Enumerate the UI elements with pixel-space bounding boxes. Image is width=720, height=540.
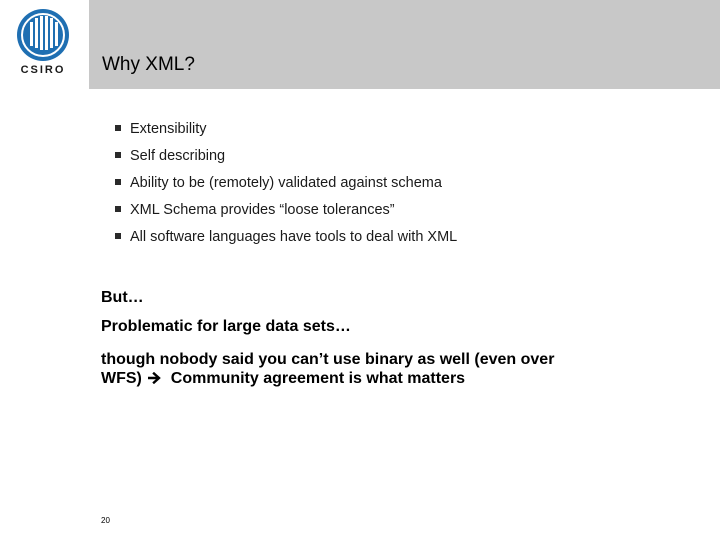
bullet-text: Extensibility [130,121,207,137]
bullet-item [113,171,457,198]
slide-title: Why XML? [102,54,195,75]
binary-line-2-start: WFS) [101,370,142,387]
page-number: 20 [101,516,110,525]
csiro-logo [10,8,76,78]
bullet-item [113,144,457,171]
bullet-item [113,225,457,252]
bullet-text: Ability to be (remotely) validated against schema [130,175,442,191]
bullet-item [113,198,457,225]
binary-paragraph [101,350,554,388]
bullet-text: XML Schema provides “loose tolerances” [130,202,395,218]
bullet-text: Self describing [130,148,226,164]
arrow-right-icon [148,369,162,388]
bullet-list [113,117,457,252]
but-paragraph: But… [101,289,144,306]
bullet-text: All software languages have tools to deal with XML [130,229,458,245]
csiro-emblem-icon [10,8,76,64]
square-bullet-icon [115,233,121,239]
binary-line-1: though nobody said you can’t use binary as well (even over [101,351,555,368]
square-bullet-icon [115,125,121,131]
bullet-item [113,117,457,144]
square-bullet-icon [115,179,121,185]
square-bullet-icon [115,152,121,158]
problematic-paragraph: Problematic for large data sets… [101,318,351,335]
csiro-wordmark: CSIRO [20,64,66,76]
binary-line-2-end: Community agreement is what matters [170,370,466,387]
square-bullet-icon [115,206,121,212]
